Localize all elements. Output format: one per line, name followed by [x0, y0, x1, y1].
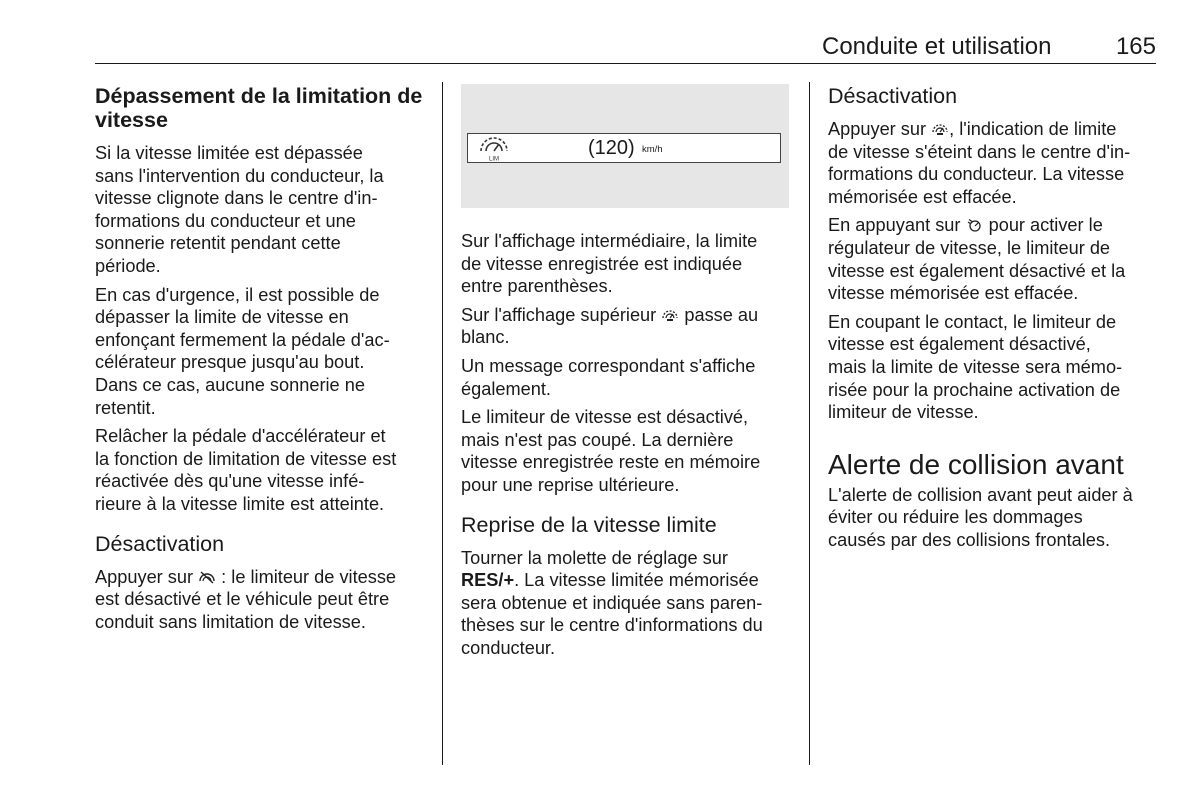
text-line: Dans ce cas, aucune sonnerie ne [95, 374, 365, 395]
text-line: sonnerie retentit pendant cette [95, 233, 341, 254]
text-line: conducteur. [461, 637, 556, 658]
paragraph-ignition-off [828, 311, 1160, 424]
text-fragment: En appuyant sur [828, 215, 961, 236]
speed-limiter-icon [476, 135, 512, 162]
paragraph-press-limiter [828, 118, 1160, 208]
text-line: L'alerte de collision avant peut aider à [828, 484, 1133, 505]
text-fragment: pour activer le [983, 215, 1103, 236]
text-line: rieure à la vitesse limite est atteinte. [95, 493, 385, 514]
text-fragment: : le limiteur de vitesse [216, 566, 397, 587]
paragraph-limit-exceeded [95, 142, 430, 278]
text-fragment: Sur l'affichage supérieur [461, 304, 657, 325]
text-line: causés par des collisions frontales. [828, 529, 1111, 550]
speed-limiter-icon [931, 122, 949, 136]
text-line: En cas d'urgence, il est possible de [95, 284, 380, 305]
text-line: blanc. [461, 327, 510, 348]
text-line [828, 215, 1103, 235]
paragraph-message [461, 355, 796, 400]
column-2 [461, 230, 796, 666]
text-line: risée pour la prochaine activation de [828, 379, 1121, 400]
section-heading-deactivation: Désactivation [828, 84, 958, 108]
paragraph-emergency [95, 284, 430, 420]
column-3 [828, 84, 1160, 558]
section-heading-deactivation: Désactivation [95, 531, 225, 556]
text-line: Le limiteur de vitesse est désactivé, [461, 407, 749, 428]
text-line: Si la vitesse limitée est dépassée [95, 143, 363, 163]
text-line: vitesse clignote dans le centre d'in‐ [95, 188, 378, 209]
paragraph-limiter-deactivated [461, 406, 796, 496]
column-1 [95, 84, 430, 639]
text-line: de vitesse s'éteint dans le centre d'in‐ [828, 141, 1131, 162]
text-line: vitesse est également désactivé et la [828, 260, 1126, 281]
section-heading-resume: Reprise de la vitesse limite [461, 512, 717, 537]
text-line: limiteur de vitesse. [828, 402, 979, 423]
text-line: de vitesse enregistrée est indiquée [461, 253, 743, 274]
text-line [828, 119, 1116, 139]
text-fragment: passe au [679, 304, 759, 325]
section-heading-forward-collision-alert: Alerte de collision avant [828, 448, 1124, 480]
speed-unit: km/h [642, 144, 663, 155]
text-line: conduit sans limitation de vitesse. [95, 611, 366, 632]
text-line: mais n'est pas coupé. La dernière [461, 429, 734, 450]
text-line [95, 567, 396, 587]
display-illustration [461, 84, 789, 208]
section-heading-exceeding-limit: Dépassement de la limitation de vitesse [95, 84, 423, 132]
text-line: formations du conducteur. La vitesse [828, 164, 1125, 185]
text-line: mémorisée est effacée. [828, 186, 1017, 207]
text-line: également. [461, 378, 551, 399]
column-divider-right [809, 82, 810, 765]
driver-info-display [467, 133, 781, 163]
text-line: vitesse est également désactivé, [828, 334, 1091, 355]
text-line [461, 570, 759, 590]
text-line: Sur l'affichage intermédiaire, la limite [461, 231, 758, 251]
text-line: vitesse enregistrée reste en mémoire [461, 452, 761, 473]
text-line: régulateur de vitesse, le limiteur de [828, 237, 1111, 258]
text-line: est désactivé et le véhicule peut être [95, 589, 390, 610]
text-line: célérateur presque jusqu'au bout. [95, 352, 365, 373]
text-fragment: . La vitesse limitée mémorisée [514, 570, 759, 591]
text-line: enfonçant fermement la pédale d'ac‐ [95, 329, 390, 350]
paragraph-cruise-activation [828, 214, 1160, 304]
text-line: En coupant le contact, le limiteur de [828, 311, 1117, 332]
paragraph-forward-collision-alert [828, 484, 1160, 552]
paragraph-deactivation [95, 566, 430, 634]
text-line: réactivée dès qu'une vitesse infé‐ [95, 471, 365, 492]
text-fragment: Appuyer sur [828, 119, 927, 139]
text-line: retentit. [95, 397, 156, 418]
lim-label: LIM [488, 156, 500, 162]
text-line: thèses sur le centre d'informations du [461, 615, 763, 636]
text-line: Un message correspondant s'affiche [461, 355, 756, 376]
text-line: pour une reprise ultérieure. [461, 474, 680, 495]
text-line: éviter ou réduire les dommages [828, 507, 1083, 528]
text-line: période. [95, 255, 161, 276]
text-line: Tourner la molette de réglage sur [461, 547, 728, 568]
text-line: dépasser la limite de vitesse en [95, 307, 349, 328]
text-line: sans l'intervention du conducteur, la [95, 165, 384, 186]
cruise-control-icon [966, 218, 984, 232]
text-line: sera obtenue et indiquée sans paren‐ [461, 592, 763, 613]
text-line: mais la limite de vitesse sera mémo‐ [828, 356, 1123, 377]
text-line: vitesse mémorisée est effacée. [828, 283, 1079, 304]
page-number: 165 [1115, 33, 1156, 60]
text-line [461, 305, 758, 325]
column-divider-left [442, 82, 443, 765]
text-fragment: , l'indication de limite [949, 119, 1117, 139]
speed-limiter-icon [661, 308, 679, 322]
paragraph-upper-display [461, 304, 796, 349]
speed-limiter-off-icon [198, 570, 216, 584]
text-line: Relâcher la pédale d'accélérateur et [95, 426, 386, 447]
page-header-title: Conduite et utilisation [822, 33, 1052, 60]
button-label-res-plus: RES/+ [461, 570, 515, 591]
text-line: entre parenthèses. [461, 276, 613, 297]
paragraph-resume [461, 547, 796, 660]
header-divider [95, 63, 1156, 64]
stored-speed-value: (120) [588, 137, 635, 159]
paragraph-intermediate-display [461, 230, 796, 298]
text-fragment: Appuyer sur [95, 566, 194, 587]
text-line: formations du conducteur et une [95, 210, 356, 231]
text-line: la fonction de limitation de vitesse est [95, 448, 397, 469]
paragraph-release-pedal [95, 425, 430, 515]
